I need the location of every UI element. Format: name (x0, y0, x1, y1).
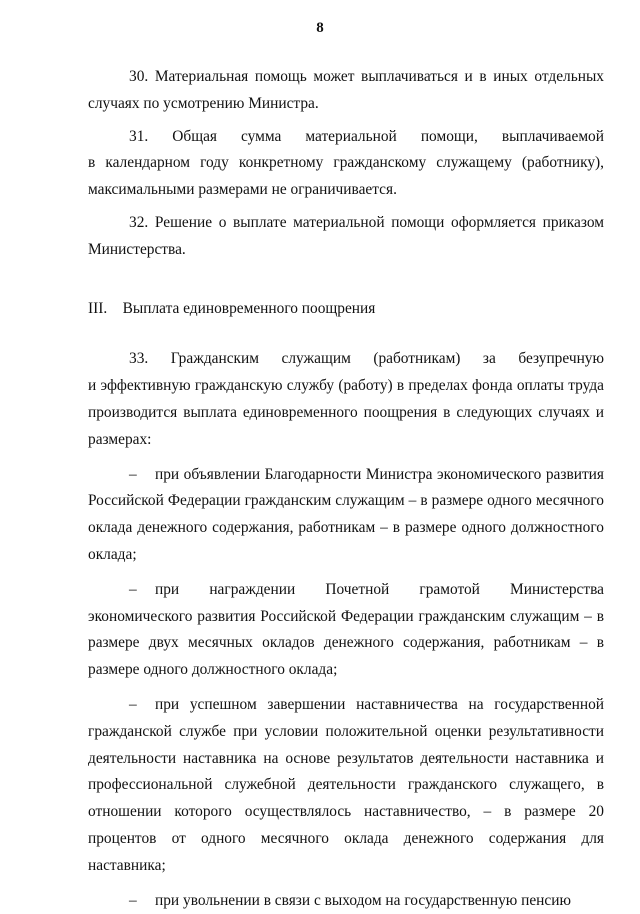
paragraph-33-continuation: и эффективную гражданскую службу (работу) в пределах фонда оплаты труда производится выплата единовременного поощрения в следующих случаях и размерах: (88, 377, 604, 448)
list-dash: – (129, 695, 137, 713)
paragraph-31-first-line: 31. Общая сумма материальной помощи, выплачиваемой (129, 127, 604, 145)
page-number: 8 (316, 20, 324, 36)
paragraph-33-first-line: 33. Гражданским служащим (работникам) за безупречную (129, 350, 604, 368)
list-item (88, 888, 604, 914)
paragraph-31-continuation: в календарном году конкретному гражданскому служащему (работнику), максимальными размерами не ограничивается. (88, 154, 604, 199)
section-number: III. (88, 299, 108, 317)
paragraph-32: 32. Решение о выплате материальной помощи оформляется приказом Министерства. (88, 213, 604, 258)
list-dash: – (129, 465, 137, 483)
document-body (88, 64, 604, 914)
list-item-text: при успешном завершении наставничества на государственной гражданской службе при условии положительной оценки результативности деятельности наставника на основе результатов деятельности наставника и профессиональной служебной деятельности гражданского служащего, в отношении которого осуществлялось наставничество, – в размере 20 процентов от одного месячного оклада денежного содержания для наставника; (88, 695, 604, 874)
section-heading (88, 296, 604, 323)
section-title: Выплата единовременного поощрения (122, 299, 376, 317)
paragraph-30: 30. Материальная помощь может выплачиваться и в иных отдельных случаях по усмотрению Министра. (88, 68, 604, 112)
list-item-text: при награждении Почетной грамотой Министерства экономического развития Российской Федерации гражданским служащим – в размере двух месячных окладов денежного содержания, работникам – в размере одного должностного оклада; (88, 580, 604, 679)
list-item (88, 577, 604, 684)
list-dash: – (129, 580, 137, 598)
list-item (88, 462, 604, 569)
list-item (88, 692, 604, 880)
list-item-text: при объявлении Благодарности Министра экономического развития Российской Федерации гражданским служащим – в размере одного месячного оклада денежного содержания, работникам – в размере одного должностного оклада; (88, 465, 604, 563)
list-dash: – (129, 891, 137, 909)
list-item-text: при увольнении в связи с выходом на государственную пенсию (155, 891, 571, 909)
